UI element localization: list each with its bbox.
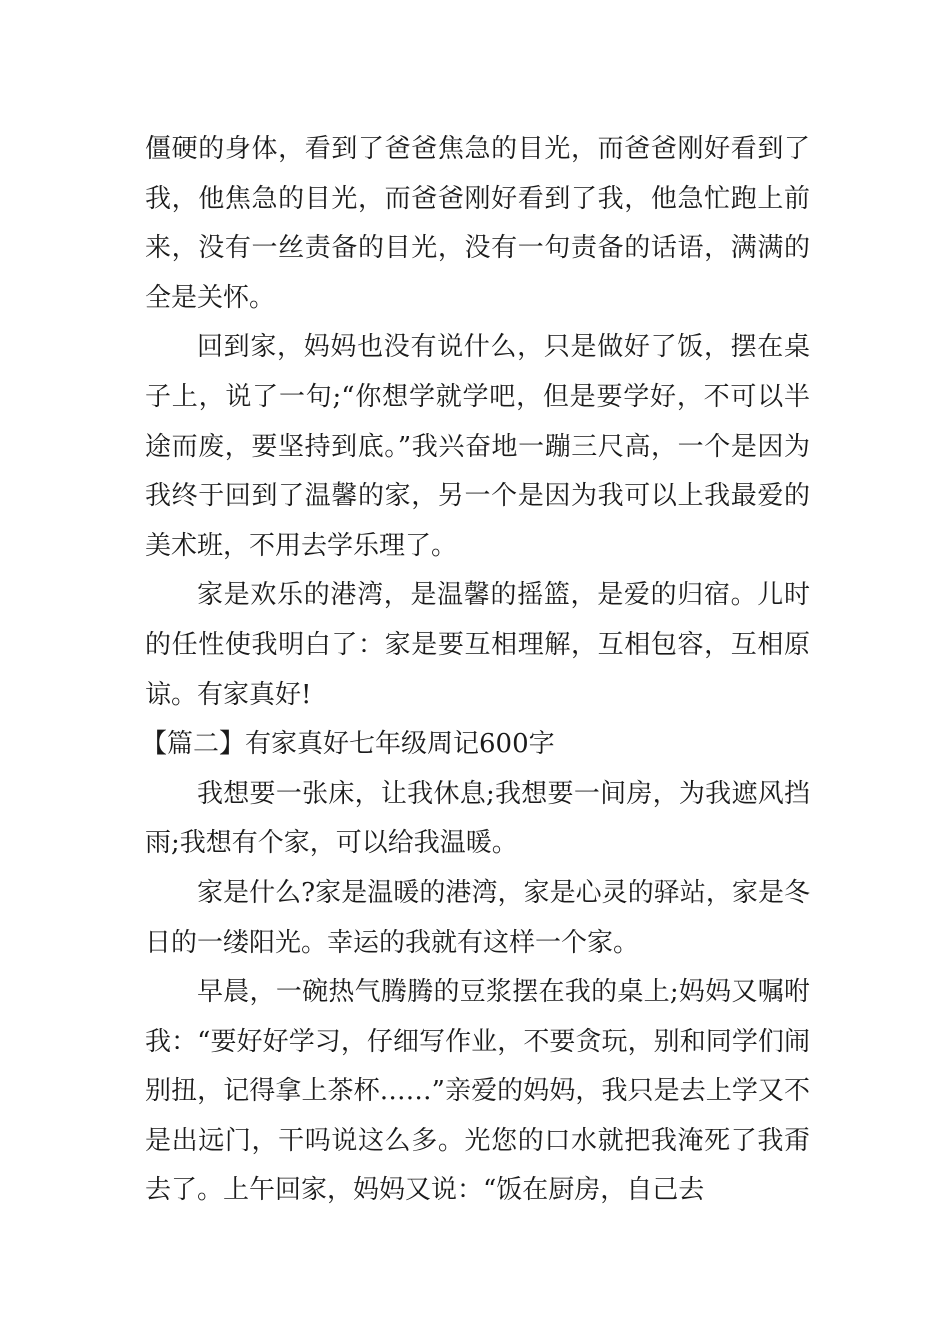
- paragraph-6: 早晨，一碗热气腾腾的豆浆摆在我的桌上;妈妈又嘱咐我：“要好好学习，仔细写作业，不要贪玩，别和同学们闹别扭，记得拿上茶杯……”亲爱的妈妈，我只是去上学又不是出远门，干吗说这么多。光您的口水就把我淹死了我甭去了。上午回家，妈妈又说：“饭在厨房，自己去: [145, 977, 810, 1206]
- paragraph-1: 僵硬的身体，看到了爸爸焦急的目光，而爸爸刚好看到了我，他焦急的目光，而爸爸刚好看到了我，他急忙跑上前来，没有一丝责备的目光，没有一句责备的话语，满满的全是关怀。: [145, 134, 810, 313]
- paragraph-5: 家是什么?家是温暖的港湾，家是心灵的驿站，家是冬日的一缕阳光。幸运的我就有这样一个家。: [145, 877, 810, 958]
- paragraph-4: 我想要一张床，让我休息;我想要一间房，为我遮风挡雨;我想有个家，可以给我温暖。: [145, 778, 810, 859]
- document-page: [141, 125, 810, 1216]
- section-heading: 【篇二】有家真好七年级周记600字: [141, 729, 555, 760]
- paragraph-3: 家是欢乐的港湾，是温馨的摇篮，是爱的归宿。儿时的任性使我明白了：家是要互相理解，互相包容，互相原谅。有家真好!: [145, 580, 810, 710]
- paragraph-2: 回到家，妈妈也没有说什么，只是做好了饭，摆在桌子上，说了一句;“你想学就学吧，但是要学好，不可以半途而废，要坚持到底。”我兴奋地一蹦三尺高，一个是因为我终于回到了温馨的家，另一个是因为我可以上我最爱的美术班，不用去学乐理了。: [145, 332, 810, 561]
